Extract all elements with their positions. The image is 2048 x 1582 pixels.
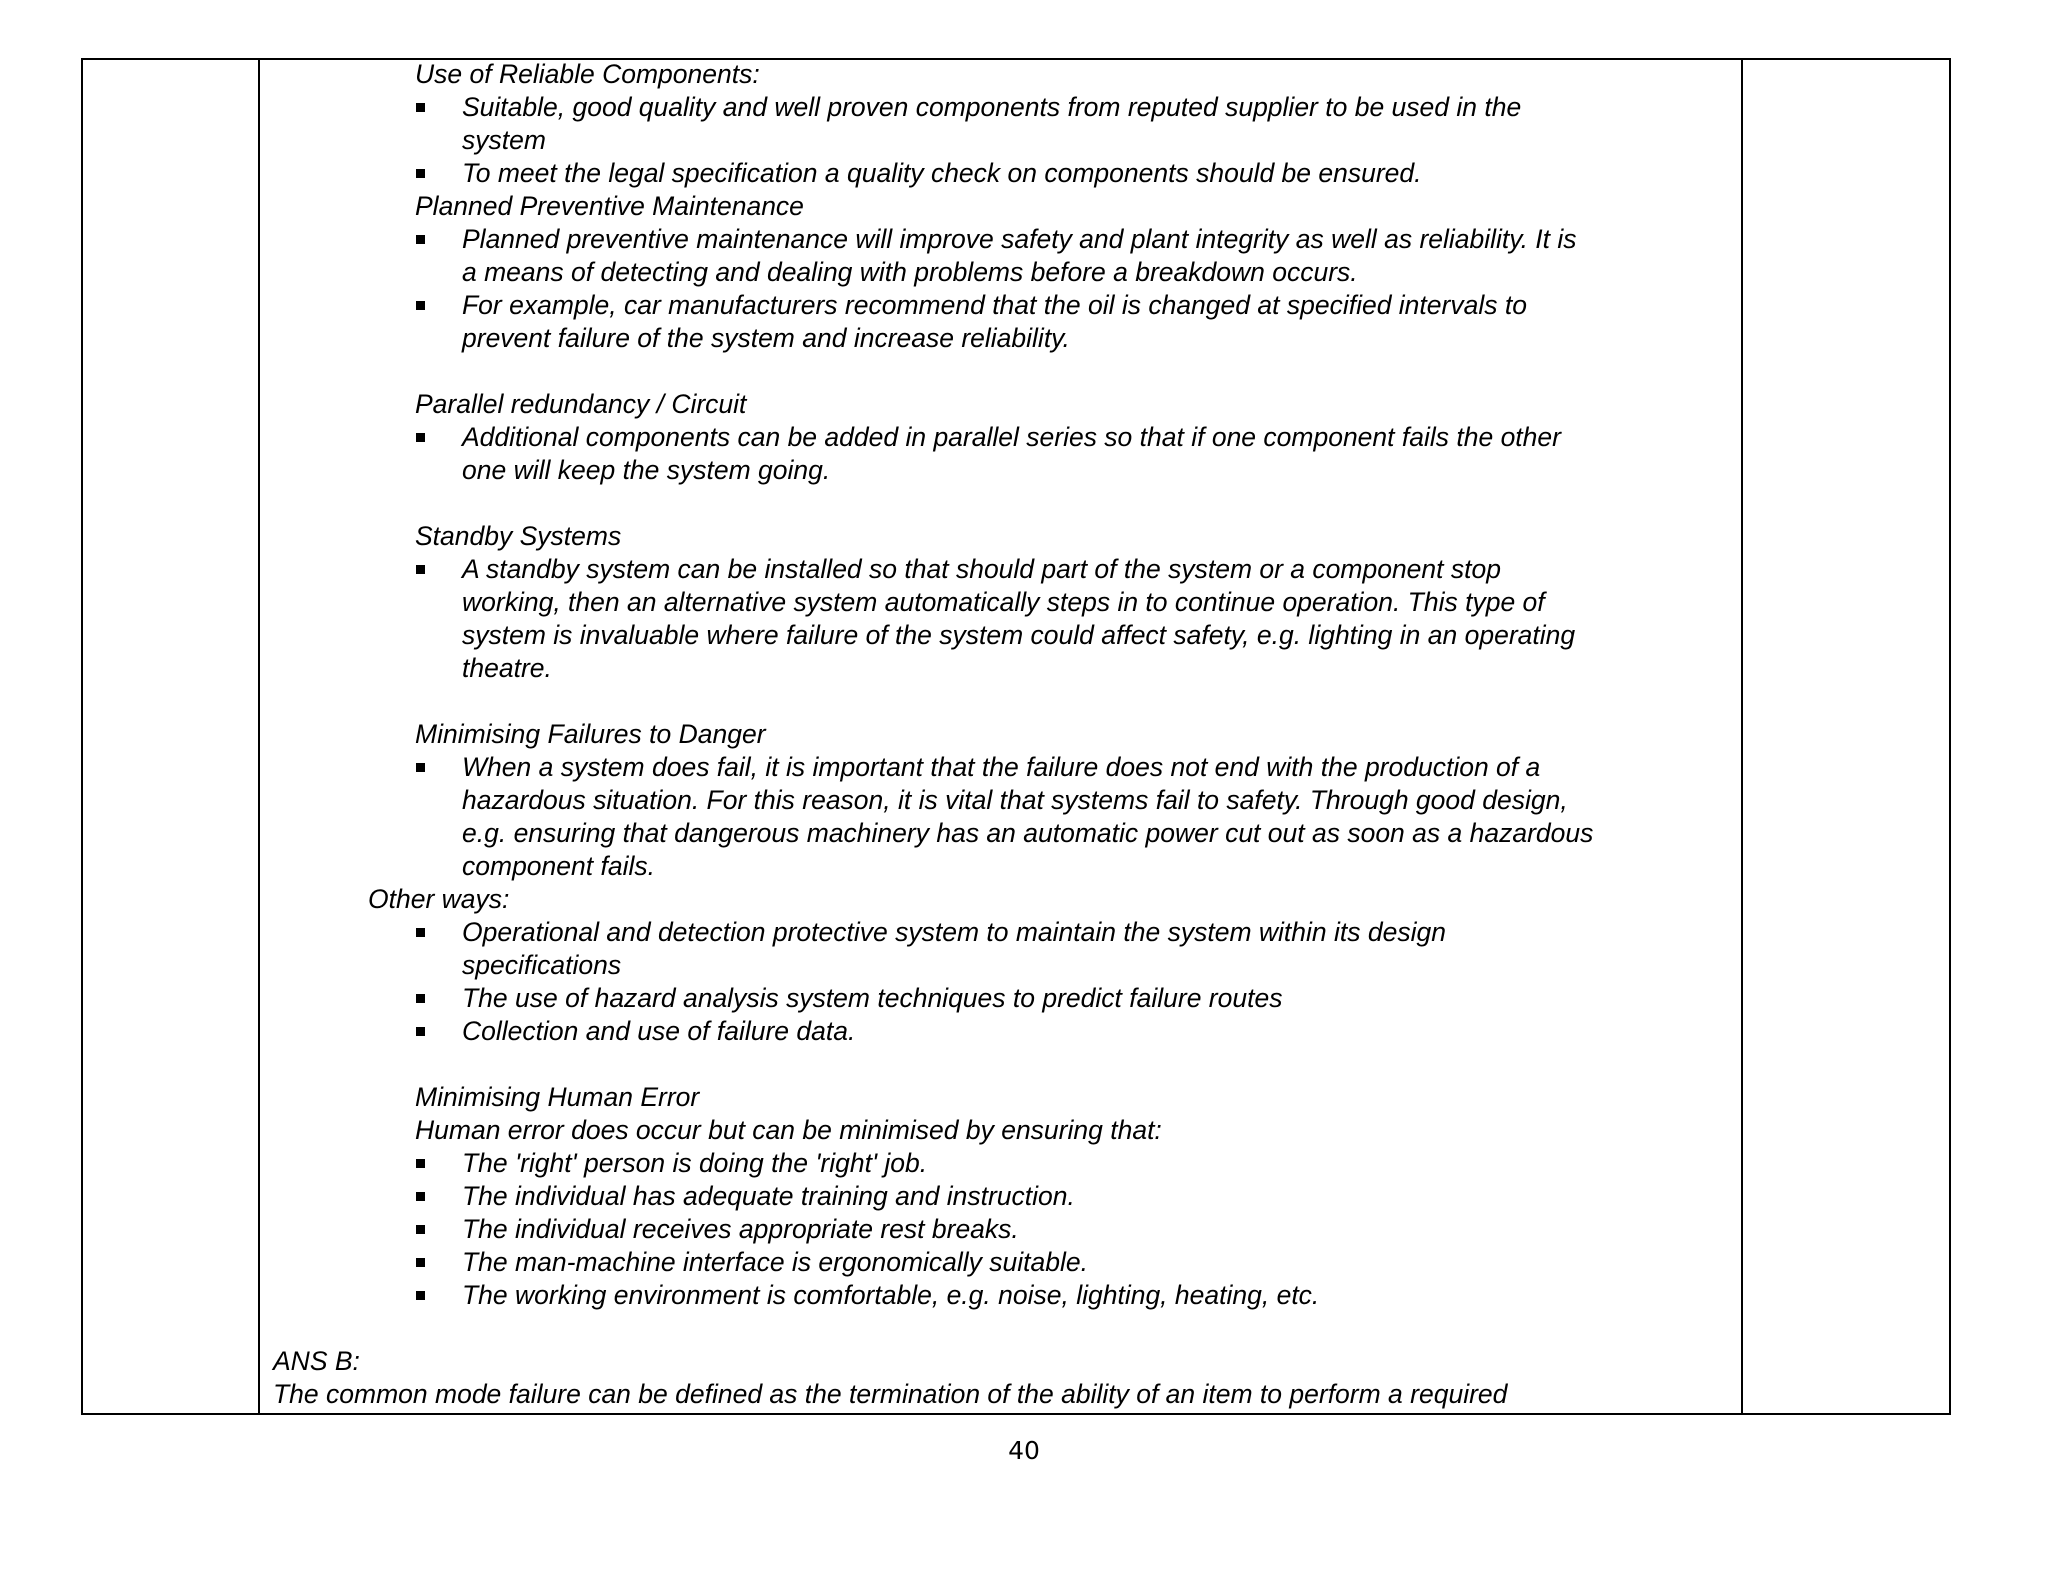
table-column-divider	[1741, 60, 1743, 1413]
section-heading: Planned Preventive Maintenance	[415, 191, 804, 221]
list-item-line: For example, car manufacturers recommend that the oil is changed at specified intervals to	[462, 290, 1527, 320]
square-bullet-icon	[416, 1159, 425, 1168]
list-item-line: The individual receives appropriate rest breaks.	[462, 1214, 1019, 1244]
section-heading: Parallel redundancy / Circuit	[415, 389, 747, 419]
list-item-line: Collection and use of failure data.	[462, 1016, 856, 1046]
list-item-line: a means of detecting and dealing with problems before a breakdown occurs.	[462, 257, 1358, 287]
list-item-line: system is invaluable where failure of the system could affect safety, e.g. lighting in an operating	[462, 620, 1576, 650]
square-bullet-icon	[416, 928, 425, 937]
square-bullet-icon	[416, 433, 425, 442]
list-item-line: Additional components can be added in parallel series so that if one component fails the other	[462, 422, 1561, 452]
section-heading: Minimising Human Error	[415, 1082, 700, 1112]
list-item-line: one will keep the system going.	[462, 455, 831, 485]
square-bullet-icon	[416, 1291, 425, 1300]
square-bullet-icon	[416, 1258, 425, 1267]
list-item-line: To meet the legal specification a quality check on components should be ensured.	[462, 158, 1422, 188]
answer-text: The common mode failure can be defined as the termination of the ability of an item to perform a required	[273, 1379, 1508, 1409]
list-item-line: e.g. ensuring that dangerous machinery has an automatic power cut out as soon as a hazardous	[462, 818, 1594, 848]
list-item-line: system	[462, 125, 546, 155]
section-subheading: Human error does occur but can be minimised by ensuring that:	[415, 1115, 1162, 1145]
list-item-line: The 'right' person is doing the 'right' job.	[462, 1148, 928, 1178]
list-item-line: working, then an alternative system automatically steps in to continue operation. This type of	[462, 587, 1545, 617]
square-bullet-icon	[416, 103, 425, 112]
list-item-line: Planned preventive maintenance will improve safety and plant integrity as well as reliability. It is	[462, 224, 1577, 254]
square-bullet-icon	[416, 169, 425, 178]
square-bullet-icon	[416, 1225, 425, 1234]
list-item-line: When a system does fail, it is important that the failure does not end with the production of a	[462, 752, 1541, 782]
list-item-line: hazardous situation. For this reason, it is vital that systems fail to safety. Through good design,	[462, 785, 1568, 815]
square-bullet-icon	[416, 235, 425, 244]
list-item-line: component fails.	[462, 851, 655, 881]
square-bullet-icon	[416, 763, 425, 772]
square-bullet-icon	[416, 1192, 425, 1201]
list-item-line: A standby system can be installed so that should part of the system or a component stop	[462, 554, 1501, 584]
list-item-line: prevent failure of the system and increase reliability.	[462, 323, 1070, 353]
table-column-divider	[258, 60, 260, 1413]
list-item-line: theatre.	[462, 653, 552, 683]
square-bullet-icon	[416, 565, 425, 574]
page-number: 40	[1008, 1436, 1040, 1465]
square-bullet-icon	[416, 301, 425, 310]
list-item-line: The man-machine interface is ergonomically suitable.	[462, 1247, 1088, 1277]
list-item-line: Operational and detection protective system to maintain the system within its design	[462, 917, 1446, 947]
square-bullet-icon	[416, 1027, 425, 1036]
section-heading: Standby Systems	[415, 521, 622, 551]
list-item-line: The individual has adequate training and instruction.	[462, 1181, 1075, 1211]
square-bullet-icon	[416, 994, 425, 1003]
section-heading: Use of Reliable Components:	[415, 59, 760, 89]
answer-label: ANS B:	[273, 1346, 360, 1376]
list-item-line: The use of hazard analysis system techniques to predict failure routes	[462, 983, 1283, 1013]
list-item-line: Suitable, good quality and well proven components from reputed supplier to be used in the	[462, 92, 1522, 122]
list-item-line: specifications	[462, 950, 622, 980]
section-heading: Minimising Failures to Danger	[415, 719, 766, 749]
list-item-line: The working environment is comfortable, e.g. noise, lighting, heating, etc.	[462, 1280, 1320, 1310]
section-heading: Other ways:	[368, 884, 510, 914]
